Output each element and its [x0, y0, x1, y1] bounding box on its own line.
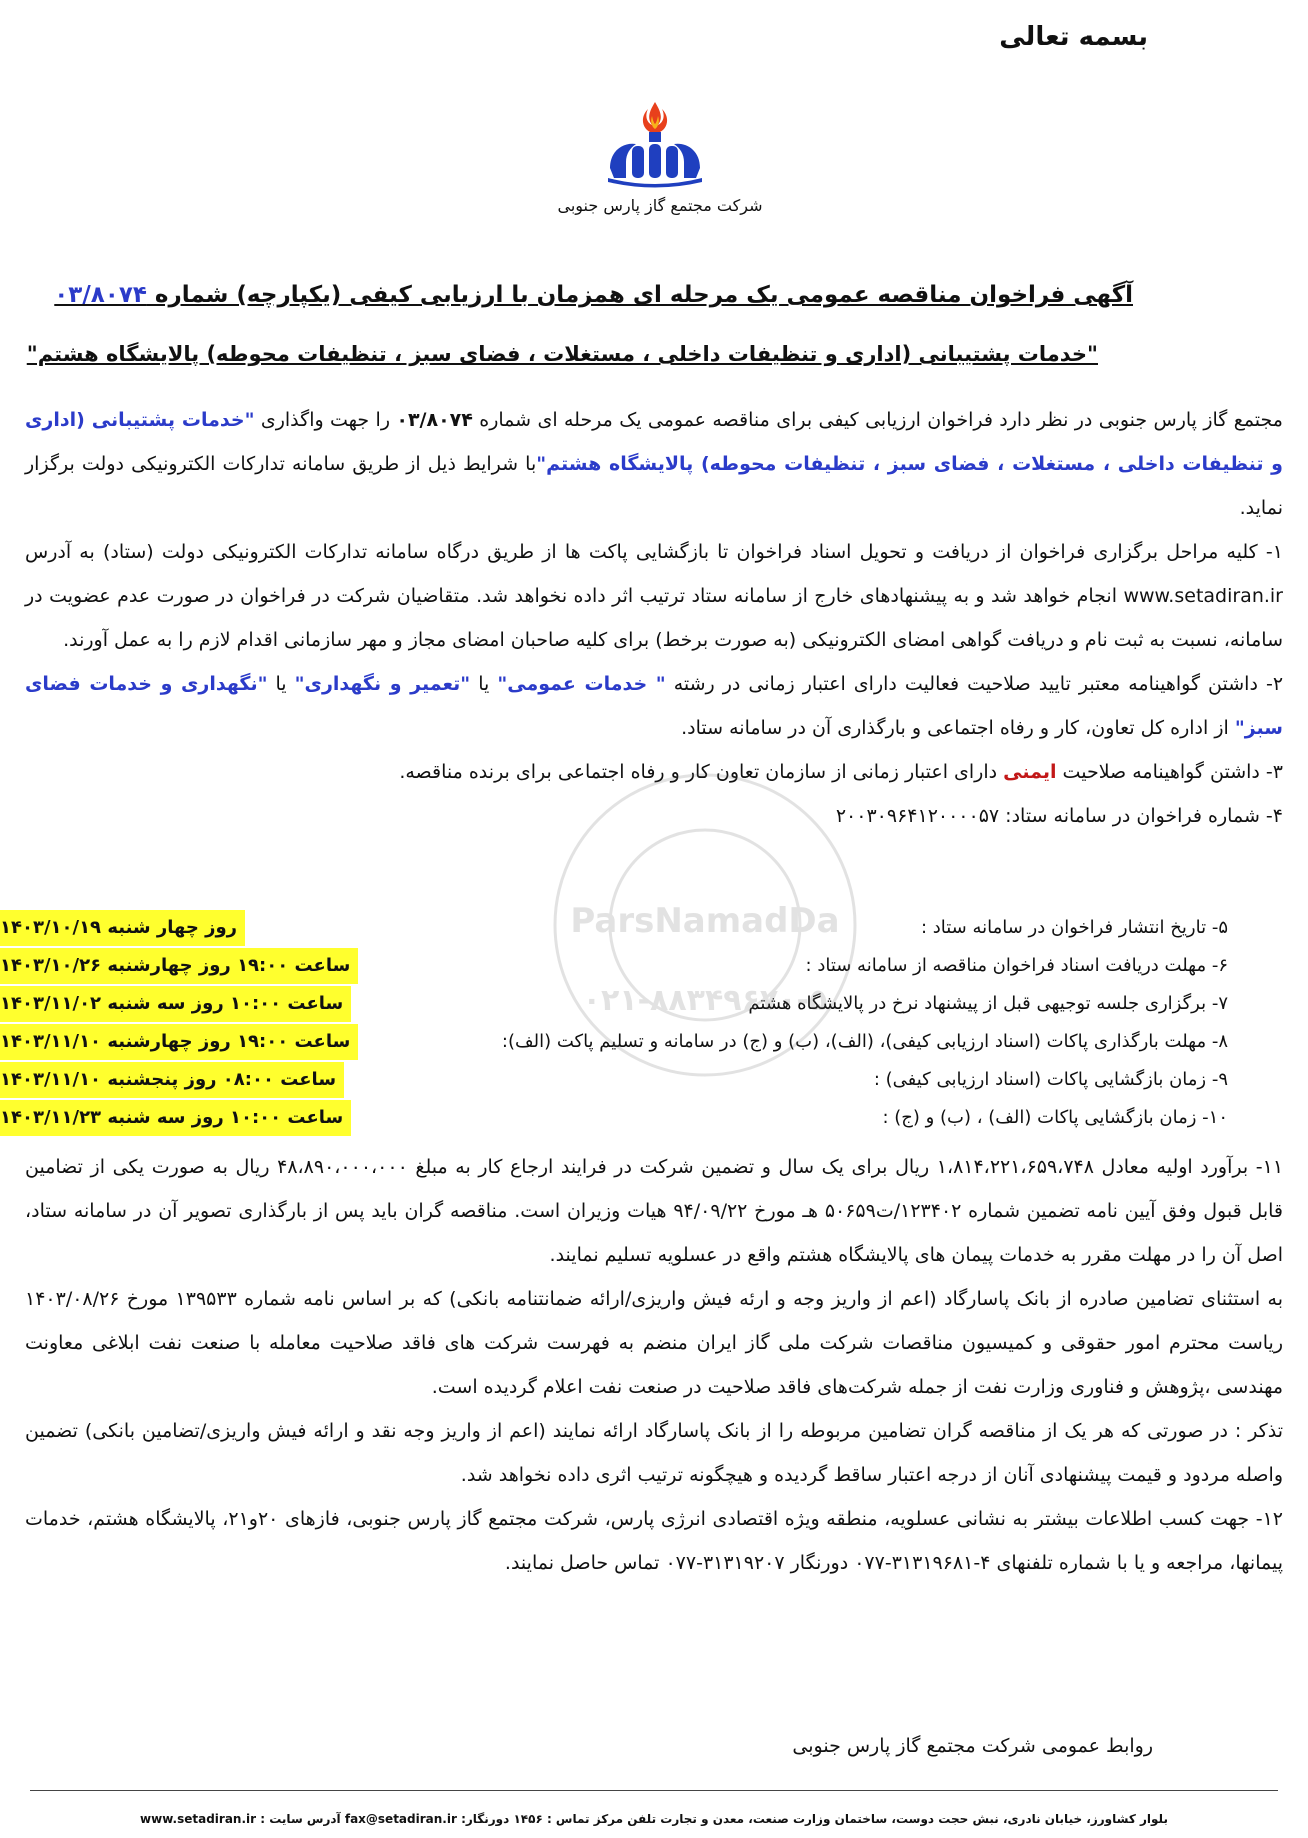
item-3-text-2: دارای اعتبار زمانی از سازمان تعاون کار و رفاه اجتماعی برای برنده مناقصه.: [399, 761, 1004, 783]
schedule-label: ۵- تاریخ انتشار فراخوان در سامانه ستاد :: [920, 917, 1228, 938]
footer-address: بلوار کشاورز، خیابان نادری، نبش حجت دوست، ساختمان وزارت صنعت، معدن و تجارت تلفن مرکز تماس : ۱۴۵۶ دورنگار:: [461, 1812, 1168, 1826]
item-11: ۱۱- برآورد اولیه معادل ۱،۸۱۴،۲۲۱،۶۵۹،۷۴۸ ریال برای یک سال و تضمین شرکت در فرایند ارجاع کار به مبلغ ۴۸،۸۹۰،۰۰۰،۰۰۰ ریال به صورت یکی از تضامین قابل قبول وفق آیین نامه تضمین شماره ۱۲۳۴۰۲/ت۵۰۶۵۹ هـ مورخ ۹۴/۰۹/۲۲ هیات وزیران است. مناقصه گران باید پس از بارگذاری تصویر آن در سامانه ستاد، اصل آن را در مهلت مقرر به خدمات پیمان های پالایشگاه هشتم واقع در عسلویه تسلیم نمایند.: [25, 1156, 1284, 1266]
intro-text-2: را جهت واگذاری: [254, 409, 397, 431]
schedule-row: [0, 1024, 1228, 1060]
schedule-row: [0, 1062, 1228, 1098]
footer-bar: [30, 1812, 1278, 1826]
footer-site-link[interactable]: www.setadiran.ir: [140, 1812, 257, 1826]
notice-title: [54, 282, 1133, 308]
footer-fax[interactable]: fax@setadiran.ir: [344, 1812, 457, 1826]
item-2: [25, 662, 1283, 750]
item-1-text-2: انجام خواهد شد و به پیشنهادهای خارج از سامانه ستاد ترتیب اثر داده نخواهد شد. متقاضیان شرکت در فراخوان در صورت عدم عضویت در سامانه، نسبت به ثبت نام و دریافت گواهی امضای الکترونیکی (به صورت برخط) برای کلیه صاحبان امضای مجاز و مهر سازمانی اقدام لازم را به عمل آورند.: [25, 585, 1283, 651]
intro-paragraph: [25, 398, 1283, 530]
company-name: شرکت مجتمع گاز پارس جنوبی: [557, 196, 763, 215]
exception-paragraph: به استثنای تضامین صادره از بانک پاسارگاد (اعم از واریز وجه و ارئه فیش واریزی/ارائه ضمانتنامه بانکی) که بر اساس نامه شماره ۱۳۹۵۳۳ مورخ ۱۴۰۳/۰۸/۲۶ ریاست محترم امور حقوقی و کمیسیون مناقصات شرکت ملی گاز ایران منضم به فهرست شرکت های فاقد صلاحیت معامله با صنعت نفت ابلاغی معاونت مهندسی ،پژوهش و فناوری وزارت نفت از جمله شرکت‌های فاقد صلاحیت در صنعت نفت اعلام گردیده است.: [25, 1288, 1283, 1398]
schedule-label: ۱۰- زمان بازگشایی پاکات (الف) ، (ب) و (ج) :: [882, 1107, 1228, 1128]
intro-text: مجتمع گاز پارس جنوبی در نظر دارد فراخوان ارزیابی کیفی برای مناقصه عمومی یک مرحله ای شماره: [472, 409, 1283, 431]
footer-site-label: آدرس سایت :: [260, 1812, 341, 1826]
item-2-text-2: از اداره کل تعاون، کار و رفاه اجتماعی و بارگذاری آن در سامانه ستاد.: [681, 717, 1235, 739]
setadiran-link[interactable]: www.setadiran.ir: [1123, 585, 1283, 607]
item-3-safety: ایمنی: [1003, 761, 1057, 783]
schedule-value: ساعت ۱۹:۰۰ روز چهارشنبه ۱۴۰۳/۱۰/۲۶: [0, 948, 358, 984]
note-paragraph: تذکر : در صورتی که هر یک از مناقصه گران تضامین مربوطه را از بانک پاسارگاد ارائه نمایند (اعم از واریز وجه نقد و ارائه فیش واریزی/تضامین بانکی) تضمین واصله مردود و قیمت پیشنهادی آنان از درجه اعتبار ساقط گردیده و هیچگونه ترتیب اثری داده نخواهد شد.: [25, 1420, 1283, 1486]
item-2-field-maintenance: "تعمیر و نگهداری": [294, 673, 471, 695]
item-2-field-general: " خدمات عمومی": [497, 673, 666, 695]
item-2-text: ۲- داشتن گواهینامه معتبر تایید صلاحیت فعالیت دارای اعتبار زمانی در رشته: [665, 673, 1284, 695]
item-4-value: ۲۰۰۳۰۹۶۴۱۲۰۰۰۰۵۷: [835, 805, 1000, 827]
watermark-phone: ۰۲۱-۸۸۳۴۹۶۷۰-۵: [582, 983, 828, 1018]
notice-subtitle: "خدمات پشتیبانی (اداری و تنظیفات داخلی ، مستغلات ، فضای سبز ، تنظیفات محوطه) پالایشگاه هشتم": [26, 342, 1098, 366]
notice-body-lower: [25, 1145, 1283, 1585]
schedule-row: [0, 910, 1228, 946]
intro-number: ۰۳/۸۰۷۴: [396, 409, 473, 431]
item-12: ۱۲- جهت کسب اطلاعات بیشتر به نشانی عسلویه، منطقه ویژه اقتصادی انرژی پارس، شرکت مجتمع گاز پارس جنوبی، فازهای ۲۰و۲۱، پالایشگاه هشتم، خدمات پیمانها، مراجعه و یا با شماره تلفنهای ۴-۳۱۳۱۹۶۸۱-۰۷۷ دورنگار ۳۱۳۱۹۲۰۷-۰۷۷ تماس حاصل نمایند.: [25, 1508, 1283, 1574]
schedule-label: ۹- زمان بازگشایی پاکات (اسناد ارزیابی کیفی) :: [873, 1069, 1228, 1090]
item-4: [25, 794, 1283, 838]
item-2-or-2: یا: [267, 673, 295, 695]
schedule-value: ساعت ۱۰:۰۰ روز سه شنبه ۱۴۰۳/۱۱/۰۲: [0, 986, 351, 1022]
schedule-value: ساعت ۱۰:۰۰ روز سه شنبه ۱۴۰۳/۱۱/۲۳: [0, 1100, 351, 1136]
signature: روابط عمومی شرکت مجتمع گاز پارس جنوبی: [792, 1735, 1153, 1757]
intro-service: "خدمات پشتیبانی (اداری و تنظیفات داخلی ، مستغلات ، فضای سبز ، تنظیفات محوطه) پالایشگاه هشتم": [25, 409, 1283, 475]
item-2-or: یا: [470, 673, 498, 695]
item-4-label: ۴- شماره فراخوان در سامانه ستاد:: [999, 805, 1283, 827]
schedule-label: ۷- برگزاری جلسه توجیهی قبل از پیشنهاد نرخ در پالایشگاه هشتم: [748, 993, 1228, 1014]
watermark-site: ParsNamadDa: [570, 901, 840, 941]
basmala-heading: بسمه تعالی: [999, 22, 1148, 52]
schedule-row: [0, 1100, 1228, 1136]
notice-body: [25, 398, 1283, 838]
item-1: [25, 530, 1283, 662]
schedule-row: [0, 986, 1228, 1022]
item-1-text: ۱- کلیه مراحل برگزاری فراخوان از دریافت و تحویل اسناد فراخوان تا بازگشایی پاکت ها از طریق درگاه سامانه تدارکات الکترونیکی دولت (ستاد) به آدرس: [25, 541, 1283, 563]
item-2-field-greenspace: "نگهداری و خدمات فضای سبز": [25, 673, 1283, 739]
notice-title-number: ۰۳/۸۰۷۴: [54, 282, 147, 308]
schedule-value: روز چهار شنبه ۱۴۰۳/۱۰/۱۹: [0, 910, 245, 946]
notice-title-text: آگهی فراخوان مناقصه عمومی یک مرحله ای همزمان با ارزیابی کیفی (یکپارچه) شماره: [146, 282, 1133, 308]
schedule-value: ساعت ۰۸:۰۰ روز پنجشنبه ۱۴۰۳/۱۱/۱۰: [0, 1062, 344, 1098]
schedule-row: [0, 948, 1228, 984]
footer-divider: [30, 1790, 1278, 1791]
schedule-label: ۸- مهلت بارگذاری پاکات (اسناد ارزیابی کیفی)، (الف)، (ب) و (ج) در سامانه و تسلیم پاکت (الف):: [501, 1031, 1228, 1052]
schedule-label: ۶- مهلت دریافت اسناد فراخوان مناقصه از سامانه ستاد :: [805, 955, 1228, 976]
nigc-logo-icon: [600, 98, 710, 188]
item-3: [25, 750, 1283, 794]
intro-text-3: با شرایط ذیل از طریق سامانه تدارکات الکترونیکی دولت برگزار نماید.: [25, 453, 1283, 519]
item-3-text: ۳- داشتن گواهینامه صلاحیت: [1056, 761, 1283, 783]
schedule-value: ساعت ۱۹:۰۰ روز چهارشنبه ۱۴۰۳/۱۱/۱۰: [0, 1024, 358, 1060]
